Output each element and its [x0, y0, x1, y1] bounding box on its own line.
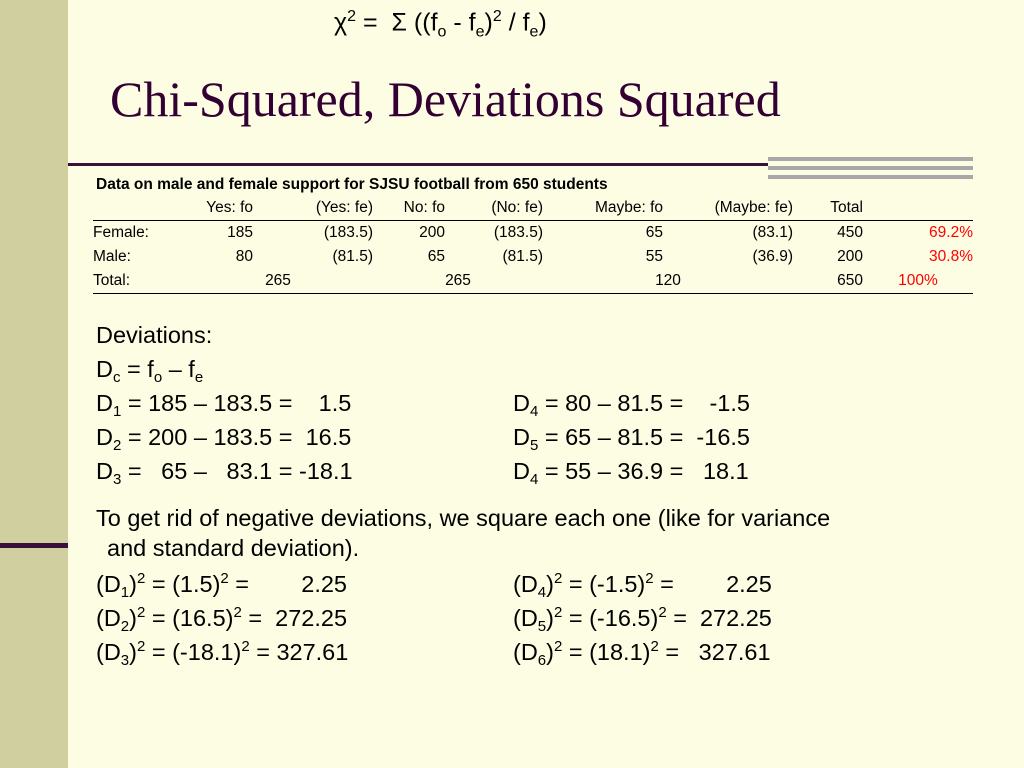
table-row-female: Female: 185 (183.5) 200 (183.5) 65 (83.1) 450 69.2% — [93, 224, 973, 241]
table-row-male: Male: 80 (81.5) 65 (81.5) 55 (36.9) 200 30.8% — [93, 248, 973, 265]
squared-row: $(D_3)^2 = (-18.1)^2 = 327.61$ $(D_6)^2 = (18.1)^2 = 327.61$ — [96, 638, 771, 669]
data-table — [93, 174, 973, 294]
deviation-row: $D_3 = 65 - 83.1 = -18.1$ $D_4 = 55 - 36.9 = 18.1$ — [96, 458, 749, 488]
chi-squared-formula: $\chi^2 = \Sigma$ $((f_o - f_e)^2 / f_e)$ — [334, 8, 547, 41]
deviation-row: $D_1 = 185 - 183.5$ = 1.5 $D_4 = 80 - 81.5$ = -1.5 — [96, 390, 750, 420]
deviation-row: $D_2 = 200 - 183.5 = 16.5$ $D_5 = 65 - 81.5 = -16.5$ — [96, 424, 750, 454]
title-underline — [68, 163, 768, 166]
squared-row: $(D_1)^2 = (1.5)^2$ = 2.25 $(D_4)^2 = (-1.5)^2$ = 2.25 — [96, 570, 772, 601]
deviations-section — [96, 318, 1006, 669]
squared-row: $(D_2)^2 = (16.5)^2 = 272.25$ $(D_5)^2 = (-16.5)^2 = 272.25$ — [96, 604, 772, 635]
table-caption: Data on male and female support for SJSU football from 650 students — [96, 176, 608, 193]
page-title: Chi-Squared, Deviations Squared — [110, 71, 781, 127]
squaring-paragraph: To get rid of negative deviations, we square each one (like for variance and standard deviation). — [96, 505, 831, 561]
deviation-definition: $D_c = f_o - f_e$ — [96, 356, 204, 386]
table-row-total: Total: 265 265 120 650 100% — [93, 269, 973, 294]
table-header-row: Yes: fo (Yes: fe) No: fo (No: fe) Maybe: fo (Maybe: fe) Total — [93, 196, 973, 221]
left-accent-line — [0, 543, 68, 548]
deviations-heading: Deviations: — [96, 322, 213, 348]
left-sidebar-bar — [0, 0, 68, 768]
